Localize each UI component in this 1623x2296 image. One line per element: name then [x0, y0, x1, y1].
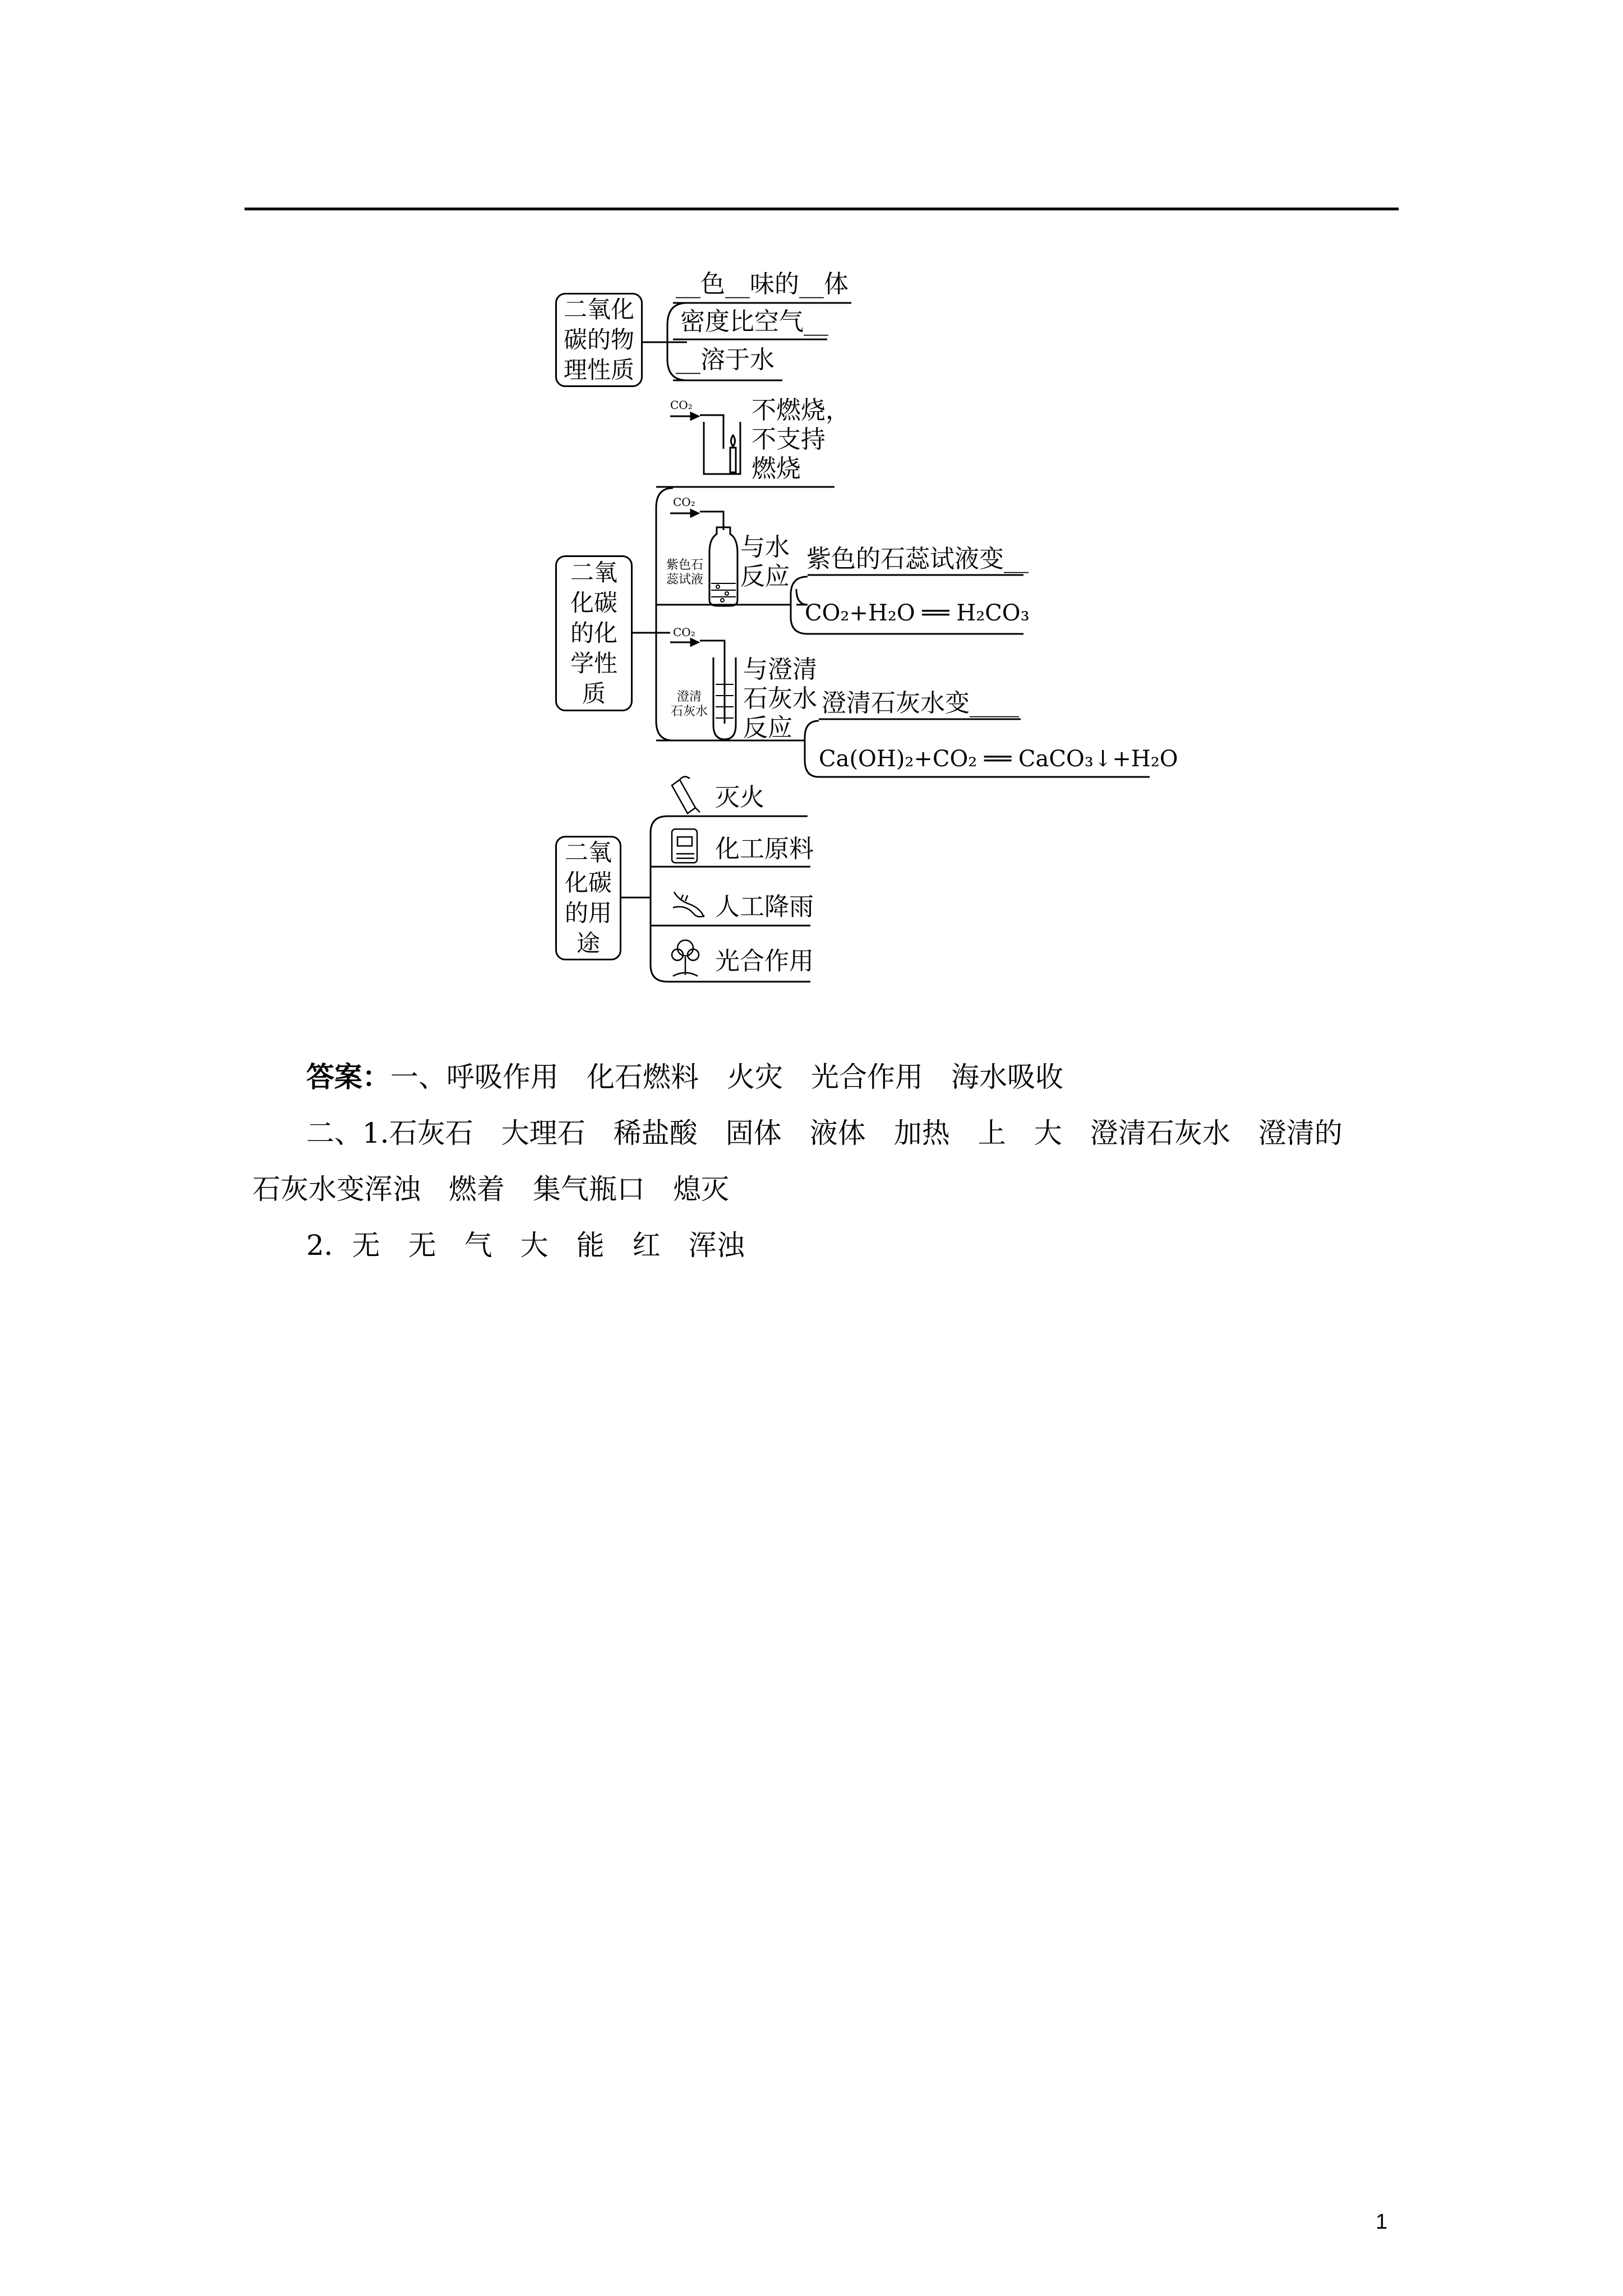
use-item-4: 光合作用	[715, 947, 814, 976]
limewater-reaction-name: 与澄清 石灰水 反应	[743, 655, 817, 742]
answer-heading: 答案：	[306, 1060, 390, 1093]
fire-extinguisher-icon	[672, 776, 700, 813]
physical-properties-box	[555, 293, 643, 387]
limewater-equation: Ca(OH)₂+CO₂ ══ CaCO₃↓+H₂O	[819, 746, 1178, 772]
answer-line-1-text: 一、呼吸作用 化石燃料 火灾 光合作用 海水吸收	[390, 1061, 1063, 1093]
uses-label: 二氧 化碳 的用 途	[564, 839, 612, 957]
candle-beaker-icon	[670, 413, 740, 474]
physical-item-2: 密度比空气__	[680, 307, 828, 336]
use-item-3: 人工降雨	[715, 892, 814, 921]
litmus-label: 紫色石 蕊试液	[666, 558, 704, 587]
water-equation: CO₂+H₂O ══ H₂CO₃	[805, 600, 1030, 626]
chemical-plant-icon	[672, 829, 697, 863]
water-reaction-name: 与水 反应	[740, 533, 790, 591]
physical-properties-label: 二氧化 碳的物 理性质	[563, 296, 634, 384]
artificial-rain-icon	[673, 892, 704, 917]
chemical-properties-box	[555, 555, 633, 711]
physical-item-1: __色__味的__体	[676, 270, 849, 298]
candle-text: 不燃烧， 不支持 燃烧	[751, 396, 850, 483]
plant-icon	[672, 940, 699, 976]
limewater-gas-label: CO₂	[673, 625, 695, 639]
uses-box	[555, 836, 621, 960]
limewater-tube-icon	[670, 639, 736, 739]
chemical-properties-label: 二氧 化碳 的化 学性 质	[570, 559, 617, 707]
answer-line-3: 石灰水变浑浊 燃着 集气瓶口 熄灭	[252, 1173, 729, 1205]
answer-line-2: 二、1.石灰石 大理石 稀盐酸 固体 液体 加热 上 大 澄清石灰水 澄清的	[306, 1117, 1343, 1149]
use-item-1: 灭火	[715, 783, 764, 812]
answer-line-4: 2．无 无 气 大 能 红 浑浊	[306, 1229, 745, 1262]
limewater-observation: 澄清石灰水变____	[822, 689, 1019, 717]
candle-gas-label: CO₂	[670, 398, 693, 412]
limewater-label: 澄清 石灰水	[671, 690, 708, 719]
water-gas-label: CO₂	[673, 495, 695, 509]
physical-item-3: __溶于水	[676, 346, 774, 374]
water-observation: 紫色的石蕊试液变__	[806, 545, 1029, 573]
use-item-2: 化工原料	[715, 835, 814, 863]
page-number: 1	[1376, 2210, 1388, 2234]
answer-line-1	[252, 1049, 1402, 1105]
answer-section	[252, 1049, 1402, 1273]
